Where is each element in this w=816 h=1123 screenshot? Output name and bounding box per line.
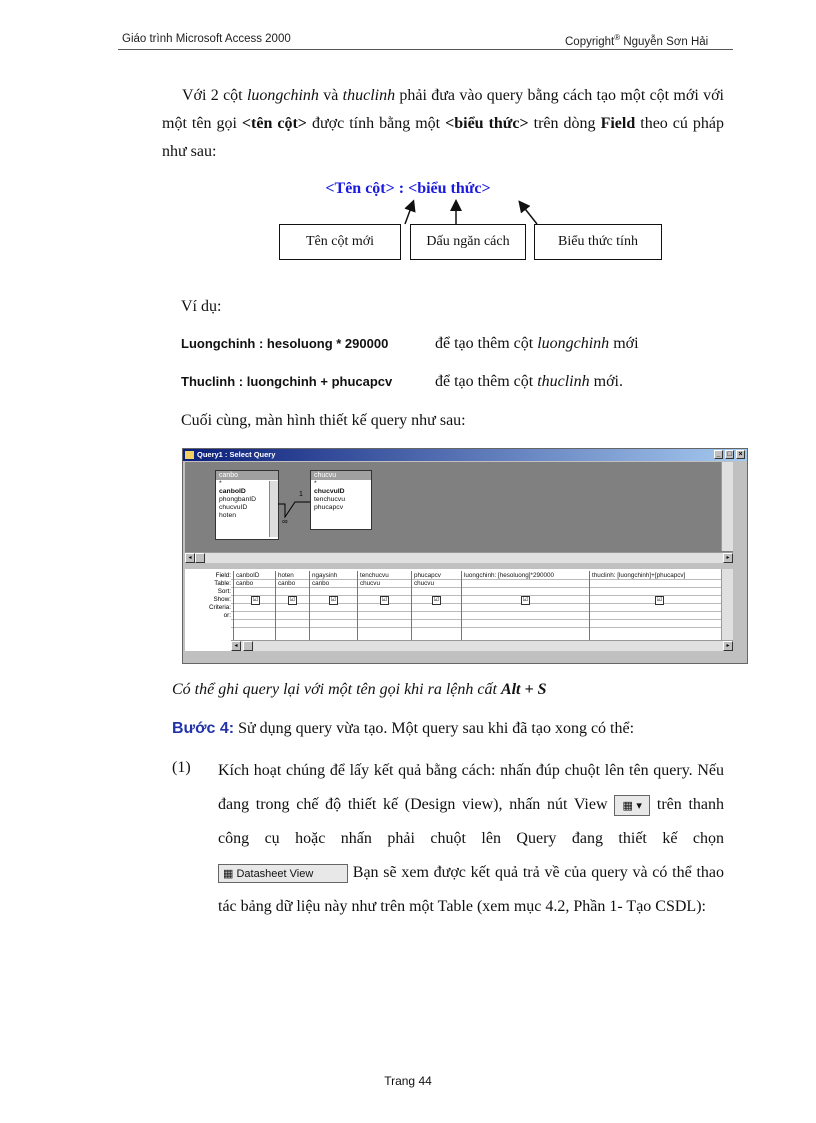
grid-cell[interactable]: canbo [312,580,330,587]
close-button[interactable]: × [736,450,745,459]
show-checkbox[interactable]: ☑ [252,597,259,603]
header-title: Giáo trình Microsoft Access 2000 [122,33,291,45]
header-copyright: Copyright® Nguyễn Sơn Hải [565,33,709,48]
grid-cell[interactable]: thuclinh: [luongchinh]+[phucapcv] [592,572,686,579]
grid-scroll-right-icon[interactable]: ▸ [723,641,733,651]
row-label-field: Field: [215,572,231,579]
field-item[interactable]: chucvuID [219,504,248,511]
final-text: Cuối cùng, màn hình thiết kế query như sau: [181,412,466,429]
field-item[interactable]: tenchucvu [314,496,345,503]
show-checkbox[interactable]: ☑ [289,597,296,603]
table-canbo-title[interactable]: canbo [216,471,278,480]
show-checkbox[interactable]: ☑ [522,597,529,603]
field-item[interactable]: chucvuID [314,488,345,495]
show-checkbox[interactable]: ☑ [656,597,663,603]
pointer-arrows [0,0,816,300]
item-number: (1) [172,759,191,776]
table-chucvu-title[interactable]: chucvu [311,471,371,480]
save-note: Có thể ghi query lại với một tên gọi khi ra lệnh cất Alt + S [172,681,547,698]
scroll-thumb[interactable] [195,553,205,563]
example-line-1: Luongchinh : hesoluong * 290000 để tạo thêm cột luongchinh mới [181,335,639,352]
grid-column[interactable] [461,571,462,647]
intro-paragraph: Với 2 cột luongchinh và thuclinh phải đưa vào query bằng cách tạo một cột mới với một tên gọi <tên cột> được tính bằng một <biểu thức> trên dòng Field theo cú pháp như sau: [162,87,725,160]
query-icon [185,451,194,459]
maximize-button[interactable]: □ [725,450,734,459]
field-item[interactable]: phongbanID [219,496,257,503]
rel-many-label: ∞ [282,517,288,526]
show-checkbox[interactable]: ☑ [330,597,337,603]
box-column-name: Tên cột mới [279,224,401,260]
grid-cell[interactable]: canbo [278,580,296,587]
grid-scroll-thumb[interactable] [243,641,253,651]
row-label-table: Table: [214,580,231,587]
view-button-icon[interactable]: ▦ ▾ [614,795,650,816]
show-checkbox[interactable]: ☑ [381,597,388,603]
rel-one-label: 1 [299,491,303,498]
box-separator: Dấu ngăn cách [410,224,526,260]
window-titlebar [183,449,747,461]
grid-cell[interactable]: chucvu [414,580,434,587]
example-label: Ví dụ: [181,298,222,315]
query-design-window [182,448,748,664]
grid-cell[interactable]: luongchinh: [hesoluong]*290000 [464,572,554,579]
relationship-line [185,462,385,552]
grid-vscroll[interactable] [721,569,733,641]
scroll-left-icon[interactable]: ◂ [185,553,195,563]
upper-hscroll[interactable] [185,552,733,563]
scroll-right-icon[interactable]: ▸ [723,553,733,563]
row-label-criteria: Criteria: [208,604,231,611]
step-4: Bước 4: Sử dụng query vừa tạo. Một query sau khi đã tạo xong có thể: [172,720,635,737]
minimize-button[interactable]: _ [714,450,723,459]
grid-column[interactable] [589,571,590,647]
grid-cell[interactable]: phucapcv [414,572,441,579]
box-expression: Biểu thức tính [534,224,662,260]
grid-cell[interactable]: chucvu [360,580,380,587]
grid-cell[interactable]: ngaysinh [312,572,338,579]
table-pane [185,462,733,563]
grid-scroll-left-icon[interactable]: ◂ [231,641,241,651]
field-item[interactable]: hoten [219,512,237,519]
show-checkbox[interactable]: ☑ [433,597,440,603]
grid-cell[interactable]: hoten [278,572,294,579]
window-title: Query1 : Select Query [197,450,276,459]
syntax-formula: <Tên cột> : <biểu thức> [325,180,491,197]
grid-cell[interactable]: tenchucvu [360,572,389,579]
page-number: Trang 44 [384,1074,432,1088]
row-label-sort: Sort: [217,588,231,595]
datasheet-view-menu-item[interactable]: ▦ Datasheet View [218,864,348,883]
field-item[interactable]: * [219,480,222,487]
row-label-show: Show: [213,596,231,603]
field-item[interactable]: canboID [219,488,246,495]
design-grid [185,569,733,651]
row-label-or: or: [223,612,231,619]
field-item[interactable]: phucapcv [314,504,344,511]
upper-vscroll[interactable] [721,462,733,551]
example-line-2: Thuclinh : luongchinh + phucapcv để tạo thêm cột thuclinh mới. [181,373,623,390]
grid-cell[interactable]: canboID [236,572,260,579]
grid-hscroll[interactable] [231,640,733,651]
grid-cell[interactable]: canbo [236,580,254,587]
item-1-text: Kích hoạt chúng để lấy kết quả bằng cách: nhấn đúp chuột lên tên query. Nếu đang trong chế độ thiết kế (Design view), nhấn nút View ▦ ▾ trên thanh công cụ hoặc nhấn phải chuột lên Query đang thiết kế chọn ▦ Datasheet View Bạn sẽ xem được kết quả trả về của query và có thể thao tác bảng dữ liệu này như trên một Table (xem mục 4.2, Phần 1- Tạo CSDL): [218,762,725,915]
field-item[interactable]: * [314,480,317,487]
